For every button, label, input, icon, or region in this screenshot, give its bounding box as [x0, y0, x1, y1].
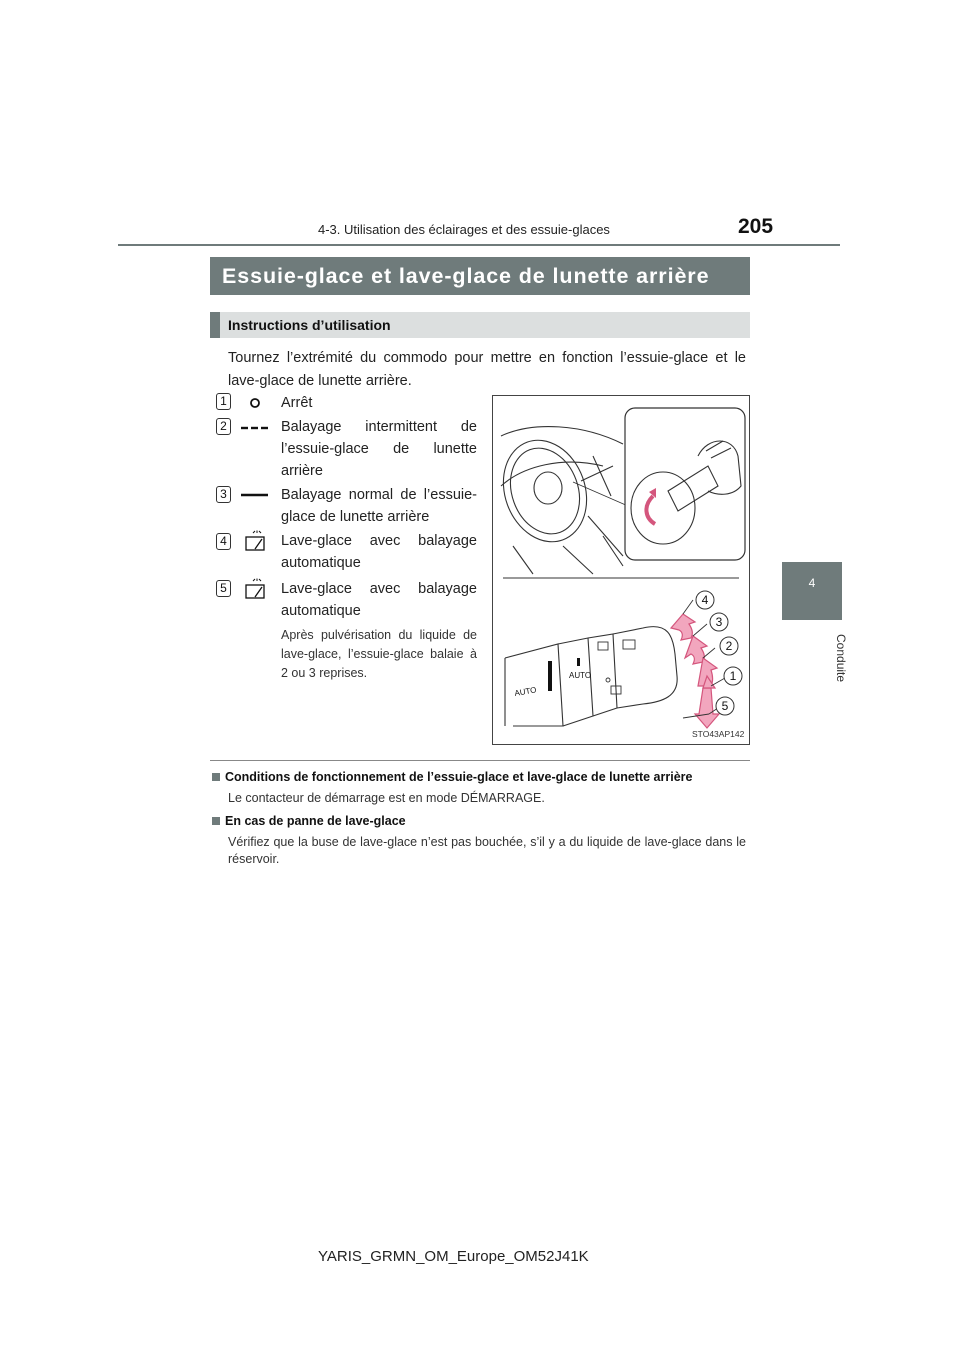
item-text: Arrêt — [281, 395, 313, 411]
chapter-number: 4 — [808, 576, 816, 590]
solid-line-icon — [240, 484, 270, 506]
section-subtitle: Instructions d’utilisation — [210, 312, 750, 338]
bullet-square-icon — [212, 773, 220, 781]
item-note: Après pulvérisation du liquide de lave-glace, l’essuie-glace balaie à 2 ou 3 reprises. — [281, 628, 477, 680]
item-text: Balayage intermittent de l’essuie-glace de lunette arrière — [281, 419, 477, 479]
chapter-tab — [782, 562, 842, 620]
item-number-badge: 3 — [216, 486, 231, 503]
rear-washer-icon — [240, 578, 270, 600]
item-number-badge: 5 — [216, 580, 231, 597]
callout-number: 2 — [725, 639, 733, 653]
switch-label-auto: AUTO — [513, 685, 538, 698]
intro-paragraph: Tournez l’extrémité du commodo pour mettre en fonction l’essuie-glace et le lave-glace de lunette arrière. — [228, 350, 746, 389]
section-heading: Conditions de fonctionnement de l’essuie-glace et lave-glace de lunette arrière — [225, 770, 693, 784]
section-divider — [210, 760, 750, 761]
section-text: Le contacteur de démarrage est en mode DÉMARRAGE. — [228, 791, 545, 805]
page-title: Essuie-glace et lave-glace de lunette arrière — [210, 257, 750, 295]
off-circle-icon — [240, 393, 270, 415]
item-text: Lave-glace avec balayage automatique — [281, 581, 477, 619]
callout-number: 4 — [701, 593, 709, 607]
section-text: Vérifiez que la buse de lave-glace n’est pas bouchée, s’il y a du liquide de lave-glace dans le réservoir. — [228, 835, 746, 866]
bullet-square-icon — [212, 817, 220, 825]
wiper-switch-illustration — [492, 395, 750, 745]
chapter-label: Conduite — [834, 634, 848, 683]
illustration-drawing — [493, 396, 749, 744]
item-number-badge: 1 — [216, 393, 231, 410]
callout-number: 5 — [721, 699, 729, 713]
item-number-badge: 2 — [216, 418, 231, 435]
item-text: Balayage normal de l’essuie-glace de lunette arrière — [281, 487, 477, 525]
figure-code: STO43AP142 — [692, 729, 745, 739]
switch-label-auto: AUTO — [569, 671, 592, 680]
dashed-line-icon — [240, 417, 270, 439]
header-rule — [118, 244, 840, 246]
document-footer-code: YARIS_GRMN_OM_Europe_OM52J41K — [318, 1248, 589, 1265]
section-heading: En cas de panne de lave-glace — [225, 814, 406, 828]
page-number: 205 — [738, 215, 774, 238]
rear-washer-icon — [240, 530, 270, 552]
item-number-badge: 4 — [216, 533, 231, 550]
callout-number: 3 — [715, 615, 723, 629]
item-text: Lave-glace avec balayage automatique — [281, 533, 477, 571]
callout-number: 1 — [729, 669, 737, 683]
header-section-title: 4-3. Utilisation des éclairages et des essuie-glaces — [318, 222, 610, 237]
